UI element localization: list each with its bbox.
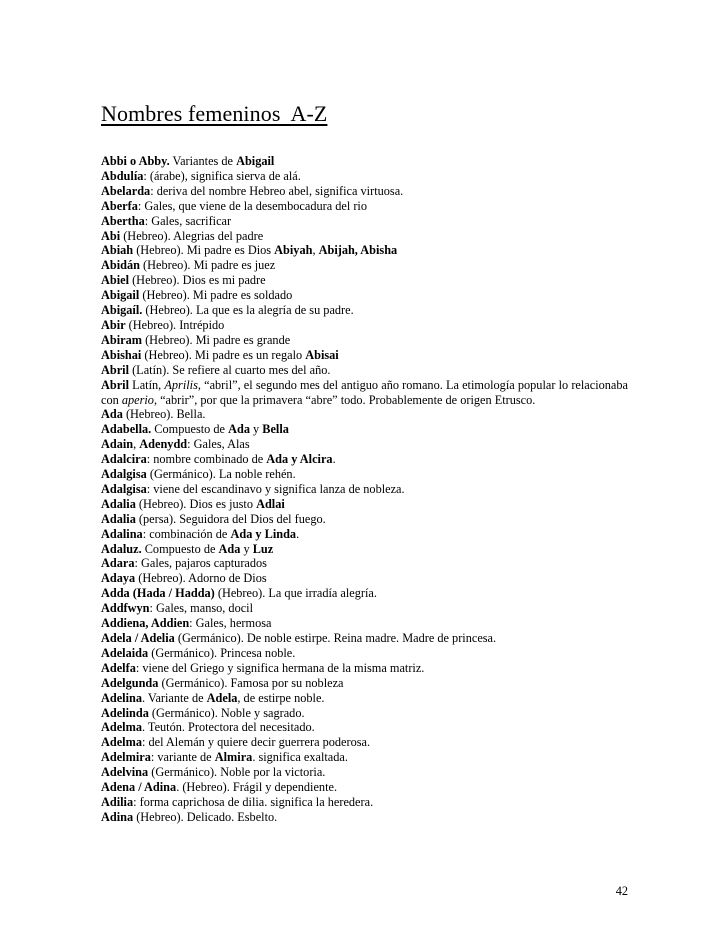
entry-name: Abigaíl. <box>101 303 143 318</box>
name-entry <box>101 676 628 691</box>
name-entry <box>101 333 628 348</box>
name-entry <box>101 512 628 527</box>
name-entry <box>101 586 628 601</box>
name-entry <box>101 616 628 631</box>
name-entry <box>101 661 628 676</box>
entry-name: Abigail <box>236 154 275 168</box>
entry-name: Adina <box>101 809 134 824</box>
entry-text: , de estirpe noble. <box>237 690 325 705</box>
entry-text: : variante de <box>150 750 215 765</box>
name-entry <box>101 169 628 184</box>
entry-name: Adelfa <box>101 660 136 675</box>
name-entry <box>101 720 628 735</box>
entry-name: Adelgunda <box>101 675 159 690</box>
entry-name: Addiena, Addien <box>101 616 190 631</box>
entry-name: Luz <box>252 541 274 556</box>
entry-text: : Gales, que viene de la desembocadura del rio <box>137 198 367 213</box>
name-entry <box>101 258 628 273</box>
entry-text: (Germánico). Noble y sagrado. <box>148 705 305 720</box>
entry-name: Adalia <box>101 496 136 511</box>
name-entry <box>101 810 628 825</box>
entry-name: Adelmira <box>101 750 151 765</box>
entry-name: Abiel <box>101 273 130 288</box>
name-entry <box>101 631 628 646</box>
entry-italic-term: Aprilis <box>164 377 198 392</box>
entry-text: , <box>312 243 319 258</box>
name-entry <box>101 288 628 303</box>
entry-text: : viene del escandinavo y significa lanza de nobleza. <box>146 481 405 496</box>
entry-text: (Hebreo). Mi padre es Dios <box>133 243 275 258</box>
name-entry <box>101 452 628 467</box>
entry-text: . <box>332 452 336 467</box>
entry-text: , “abrir”, por que la primavera “abre” todo. Probablemente de origen Etrusco. <box>153 392 536 407</box>
entry-text: : Gales, manso, docil <box>149 601 254 616</box>
name-entry <box>101 243 628 258</box>
entry-name: Adela <box>206 690 238 705</box>
entry-text: (Germánico). La noble rehén. <box>146 467 296 482</box>
name-entries-list <box>101 154 628 825</box>
entry-text: . Teutón. Protectora del necesitado. <box>142 720 315 735</box>
entry-name: Abertha <box>101 213 145 228</box>
entry-name: Abiah <box>101 243 134 258</box>
name-entry <box>101 542 628 557</box>
entry-name: Abisai <box>305 347 339 362</box>
name-entry <box>101 422 628 437</box>
entry-name: Adelinda <box>101 705 149 720</box>
entry-name: Aberfa <box>101 198 138 213</box>
name-entry <box>101 691 628 706</box>
entry-text: (Germánico). De noble estirpe. Reina madre. Madre de princesa. <box>174 631 497 645</box>
entry-name: Abi <box>101 228 121 243</box>
entry-text: . <box>296 526 300 541</box>
name-entry <box>101 303 628 318</box>
entry-name: Adelma <box>101 735 142 750</box>
name-entry <box>101 706 628 721</box>
entry-text: Latín, <box>129 377 165 392</box>
name-entry <box>101 229 628 244</box>
entry-text: (Hebreo). Dios es mi padre <box>129 273 266 288</box>
name-entry <box>101 348 628 363</box>
name-entry <box>101 378 628 408</box>
entry-name: Adenydd <box>139 437 188 452</box>
entry-text: , “abril”, el segundo mes del antiguo año romano. La etimología popular lo relacionaba con <box>101 377 628 407</box>
entry-text: Compuesto de <box>151 422 229 437</box>
name-entry <box>101 527 628 542</box>
name-entry <box>101 318 628 333</box>
name-entry <box>101 556 628 571</box>
entry-name: Abiyah <box>274 243 313 258</box>
entry-text: Variantes de <box>169 154 237 168</box>
entry-name: Ada <box>101 407 123 422</box>
entry-name: Adilia <box>101 794 134 809</box>
entry-text: (persa). Seguidora del Dios del fuego. <box>135 511 326 526</box>
entry-text: (Hebreo). Delicado. Esbelto. <box>133 809 278 824</box>
entry-name: Ada <box>218 541 241 556</box>
name-entry <box>101 795 628 810</box>
entry-text: : forma caprichosa de dilia. significa la heredera. <box>133 794 374 809</box>
name-entry <box>101 199 628 214</box>
entry-text: . Variante de <box>142 690 207 705</box>
entry-name: Adela / Adelia <box>101 631 175 645</box>
entry-text: y <box>249 422 263 437</box>
entry-name: Addfwyn <box>101 601 150 616</box>
entry-name: Adalgisa <box>101 481 147 496</box>
entry-name: Bella <box>262 422 289 437</box>
entry-name: Abbi o Abby. <box>101 154 170 168</box>
entry-name: Adalia <box>101 511 136 526</box>
entry-text: (Hebreo). La que irradía alegría. <box>214 586 377 601</box>
entry-text: (Germánico). Princesa noble. <box>148 645 296 660</box>
entry-text: (Germánico). Famosa por su nobleza <box>158 675 344 690</box>
page-number: 42 <box>615 884 628 898</box>
entry-text: (Hebreo). Bella. <box>122 407 206 422</box>
name-entry <box>101 154 628 169</box>
entry-name: Abiram <box>101 332 142 347</box>
entry-name: Adelvina <box>101 765 149 780</box>
entry-name: Adalgisa <box>101 467 147 482</box>
entry-name: Adda (Hada / Hadda) <box>101 586 215 601</box>
name-entry <box>101 214 628 229</box>
entry-name: Abril <box>101 377 130 392</box>
entry-name: Ada y Linda <box>230 526 297 541</box>
entry-name: Adelma <box>101 720 142 735</box>
entry-text: : deriva del nombre Hebreo abel, significa virtuosa. <box>150 183 404 198</box>
entry-text: : combinación de <box>142 526 231 541</box>
name-entry <box>101 497 628 512</box>
entry-name: Ada y Alcira <box>266 452 333 467</box>
entry-text: (Hebreo). Dios es justo <box>135 496 257 511</box>
entry-name: Adena / Adina <box>101 780 177 795</box>
entry-text: (Hebreo). Mi padre es soldado <box>139 288 293 303</box>
entry-name: Adaluz. <box>101 541 142 556</box>
name-entry <box>101 646 628 661</box>
entry-text: : (árabe), significa sierva de alá. <box>143 168 301 183</box>
name-entry <box>101 571 628 586</box>
entry-text: : nombre combinado de <box>146 452 267 467</box>
entry-name: Abidán <box>101 258 140 273</box>
entry-italic-term: aperio <box>121 392 154 407</box>
entry-name: Adalina <box>101 526 143 541</box>
entry-text: : Gales, hermosa <box>189 616 272 631</box>
entry-text: Compuesto de <box>141 541 219 556</box>
entry-text: (Hebreo). Intrépido <box>125 317 225 332</box>
entry-text: : viene del Griego y significa hermana de la misma matriz. <box>135 660 425 675</box>
entry-text: : Gales, sacrificar <box>144 213 232 228</box>
entry-name: Adain <box>101 437 134 452</box>
entry-text: : del Alemán y quiere decir guerrera poderosa. <box>142 735 371 750</box>
entry-name: Adalcira <box>101 452 147 467</box>
entry-name: Abigail <box>101 288 140 303</box>
entry-text: (Hebreo). La que es la alegría de su padre. <box>142 303 354 318</box>
name-entry <box>101 437 628 452</box>
entry-text: , <box>133 437 140 452</box>
name-entry <box>101 780 628 795</box>
name-entry <box>101 184 628 199</box>
name-entry <box>101 273 628 288</box>
name-entry <box>101 765 628 780</box>
name-entry <box>101 601 628 616</box>
entry-name: Adelaida <box>101 645 149 660</box>
entry-text: (Hebreo). Mi padre es un regalo <box>141 347 306 362</box>
entry-name: Abelarda <box>101 183 151 198</box>
entry-text: . (Hebreo). Frágil y dependiente. <box>176 780 338 795</box>
entry-name: Adaya <box>101 571 136 586</box>
entry-name: Abdulía <box>101 168 144 183</box>
entry-text: (Hebreo). Adorno de Dios <box>135 571 267 586</box>
entry-text: (Latín). Se refiere al cuarto mes del año. <box>129 362 331 377</box>
entry-name: Abijah, Abisha <box>318 243 398 258</box>
entry-text: : Gales, pajaros capturados <box>134 556 267 571</box>
entry-text: (Hebreo). Alegrias del padre <box>120 228 264 243</box>
name-entry <box>101 467 628 482</box>
name-entry <box>101 750 628 765</box>
entry-name: Almira <box>214 750 253 765</box>
name-entry <box>101 735 628 750</box>
entry-text: (Hebreo). Mi padre es grande <box>142 332 291 347</box>
page-title: Nombres femeninos A-Z <box>101 101 328 126</box>
entry-text: . significa exaltada. <box>252 750 348 765</box>
entry-name: Adelina <box>101 690 142 705</box>
entry-text: : Gales, Alas <box>187 437 250 452</box>
entry-name: Adlai <box>256 496 285 511</box>
name-entry <box>101 482 628 497</box>
entry-name: Abril <box>101 362 130 377</box>
entry-name: Abir <box>101 317 126 332</box>
entry-text: (Germánico). Noble por la victoria. <box>148 765 326 780</box>
entry-name: Adabella. <box>101 422 152 437</box>
entry-name: Abishai <box>101 347 142 362</box>
name-entry <box>101 407 628 422</box>
name-entry <box>101 363 628 378</box>
entry-text: (Hebreo). Mi padre es juez <box>139 258 276 273</box>
entry-name: Adara <box>101 556 135 571</box>
entry-name: Ada <box>228 422 250 437</box>
entry-text: y <box>240 541 253 556</box>
